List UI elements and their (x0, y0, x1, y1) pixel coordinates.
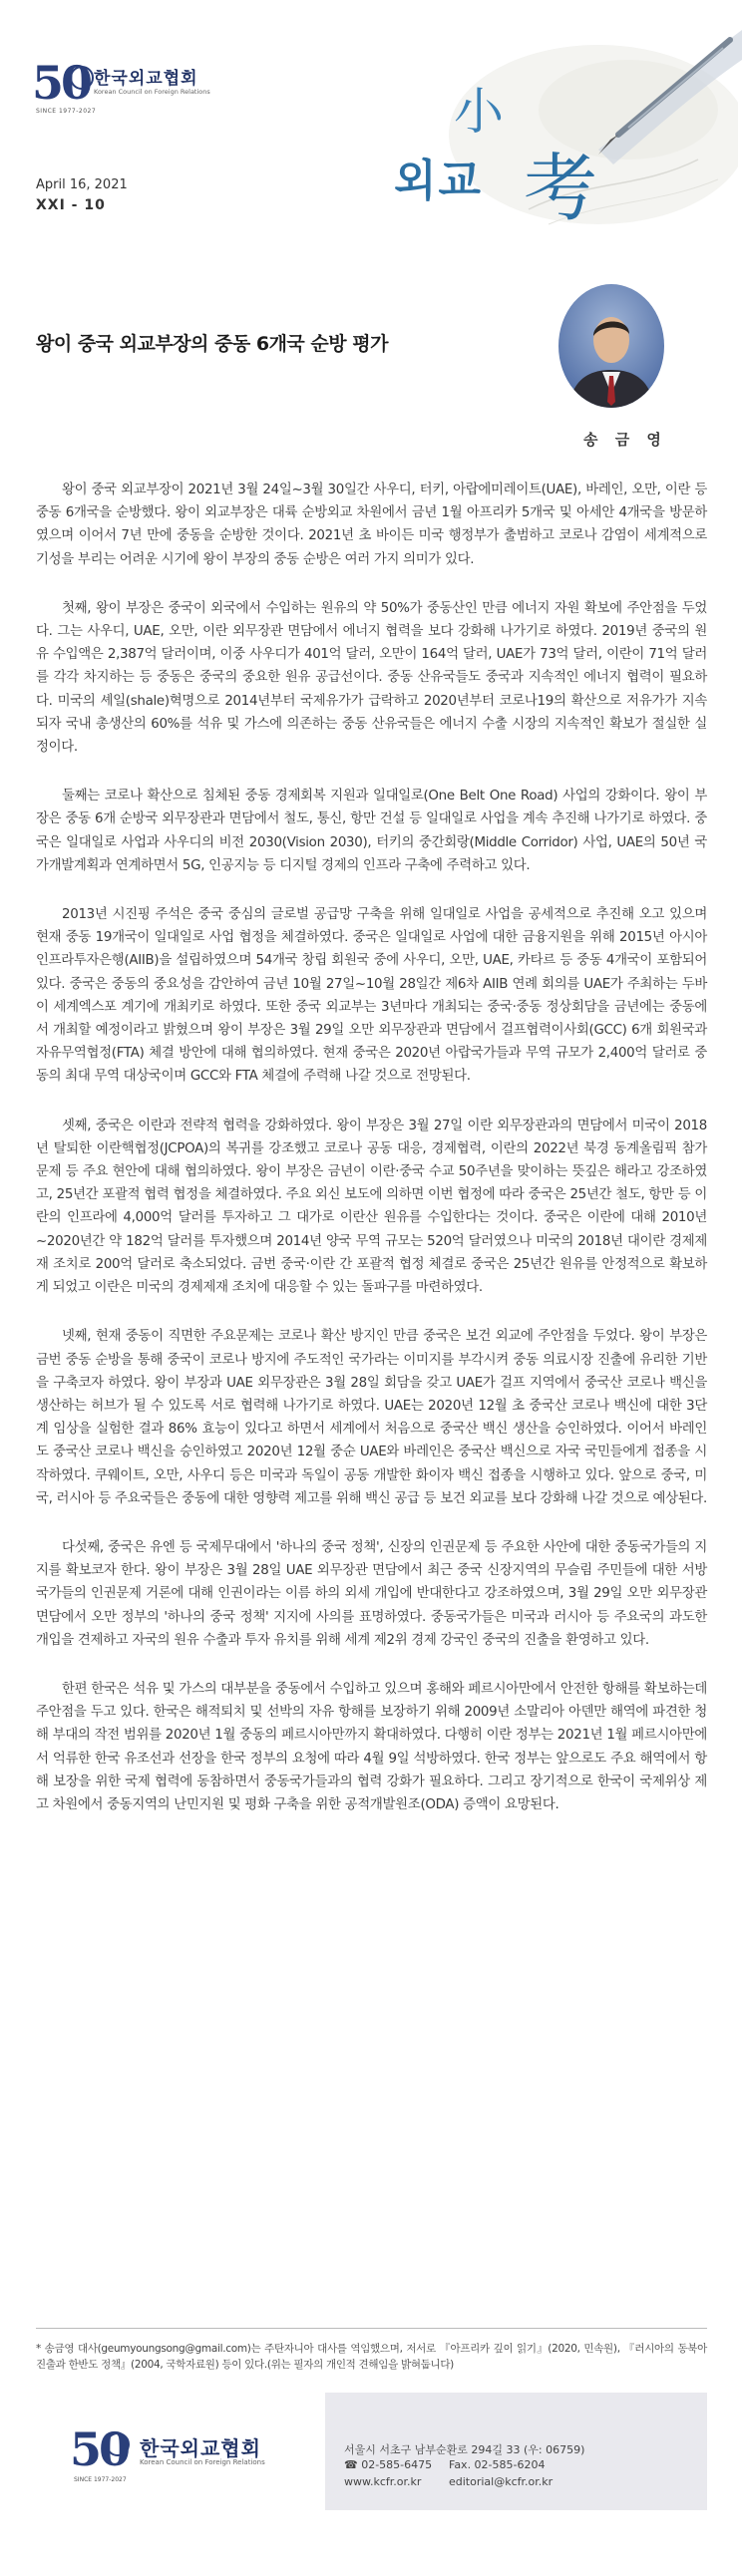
paragraph-1: 왕이 중국 외교부장이 2021년 3월 24일~3월 30일간 사우디, 터키, 아랍에미레이트(UAE), 바레인, 오만, 이란 등 중동 6개국을 순방했다. 왕이 외교부장은 대륙 순방외교 차원에서 금년 1월 아프리카 5개국 및 아세안 4개국을 방문하였으며 이어서 7년 만에 중동을 순방한 것이다. 2021년 초 바이든 미국 행정부가 출범하고 코로나 감염이 세계적으로 기성을 부리는 어려운 시기에 왕이 부장의 중동 순방은 여러 가지 의미가 있다. (36, 483, 707, 567)
footer-fax: Fax. 02-585-6204 (449, 2458, 546, 2471)
globe-icon (70, 66, 94, 90)
footer-logo-since: SINCE 1977-2027 (74, 2476, 127, 2483)
logo-number: 50 (32, 56, 91, 110)
issue-date: April 16, 2021 (36, 177, 128, 192)
footer-logo-name-english: Korean Council on Foreign Relations (140, 2458, 265, 2466)
footer-email-link[interactable]: editorial@kcfr.or.kr (449, 2475, 554, 2488)
footer-phone: ☎ 02-585-6475 (344, 2458, 433, 2471)
paragraph-5: 셋째, 중국은 이란과 전략적 협력을 강화하였다. 왕이 부장은 3월 27일 이란 외무장관과의 면담에서 미국이 2018년 탈퇴한 이란핵협정(JCPOA)의 복귀를 강조했고 코로나 공동 대응, 경제협력, 이란의 2022년 북경 동계올림픽 참가 문제 등 주요 현안에 대해 협의하였다. 왕이 부장은 금년이 이란·중국 수교 50주년을 맞이하는 뜻깊은 해라고 강조하였고, 25년간 포괄적 협력 협정을 체결하였다. 주요 외신 보도에 의하면 이번 협정에 따라 중국은 25년간 철도, 항만 등 이란의 인프라에 4,000억 달러를 투자하고 그 대가로 이란산 원유를 수입한다는 것이다. 중국은 이란에 대해 2010년~2020년간 약 182억 달러를 투자했으며 2014년 양국 무역 규모는 520억 달러였으나 미국의 2018년 대이란 경제제재 조치로 200억 달러로 축소되었다. 금번 중국·이란 간 포괄적 협정 체결로 중국은 25년간 원유를 안정적으로 확보하게 되었고 이란은 미국의 경제제재 조치에 대응할 수 있는 돌파구를 마련하였다. (36, 1118, 707, 1296)
logo-name: 한국외교협회 (94, 69, 198, 89)
title-oegyo: 외교 (394, 156, 484, 206)
paragraph-6: 넷째, 현재 중동이 직면한 주요문제는 코로나 확산 방지인 만큼 중국은 보건 외교에 주안점을 두었다. 왕이 부장은 금번 중동 순방을 통해 중국이 코로나 방지에 주도적인 국가라는 이미지를 부각시켜 중동 의료시장 진출에 유리한 기반을 구축코자 하였다. 왕이 부장과 UAE 외무장관은 3월 28일 회담을 갖고 UAE가 걸프 지역에서 중국산 코로나 백신을 생산하는 허브가 될 수 있도록 서로 협력해 나가기로 하였다. UAE는 2020년 12월 초 중국산 코로나 백신에 대한 3단계 임상을 실험한 결과 86% 효능이 있다고 하면서 세계에서 처음으로 중국산 백신 생산을 승인하였다. 이어서 바레인도 중국산 코로나 백신을 승인하였고 2020년 12월 중순 UAE와 바레인은 중국산 백신으로 자국 국민들에게 접종을 시작하였다. 쿠웨이트, 오만, 사우디 등은 미국과 독일이 공동 개발한 화이자 백신 접종을 시행하고 있다. 앞으로 중국, 미국, 러시아 등 주요국들은 중동에 대한 영향력 제고를 위해 백신 공급 등 보건 외교를 보다 강화해 나갈 것으로 예상된다. (36, 1329, 707, 1506)
author-footnote: * 송금영 대사(geumyoungsong@gmail.com)는 주탄자니아 대사를 역임했으며, 저서로 『아프리카 깊이 읽기』(2020, 민속원), 『러시아의 동북아 진출과 한반도 정책』(2004, 국학자료원) 등이 있다.(위는 필자의 개인적 견해임을 밝혀둡니다) (36, 2343, 707, 2371)
footer-logo-name: 한국외교협회 (140, 2436, 261, 2460)
author-portrait (558, 284, 664, 408)
title-character-go: 考 (524, 146, 597, 231)
footer-address: 서울시 서초구 남부순환로 294길 33 (우: 06759) (344, 2443, 585, 2456)
footer-logo-number: 50 (70, 2422, 129, 2476)
fountain-pen-illustration (469, 0, 742, 239)
author-name: 송 금 영 (583, 431, 667, 449)
paragraph-2: 첫째, 왕이 부장은 중국이 외국에서 수입하는 원유의 약 50%가 중동산인 만큼 에너지 자원 확보에 주안점을 두었다. 그는 사우디, UAE, 오만, 이란 외무장관 면담에서 에너지 협력을 보다 강화해 나가기로 하였다. 2019년 중국의 원유 수입액은 2,387억 달러이며, 이중 사우디가 401억 달러, 오만이 164억 달러, UAE가 73억 달러, 이란이 71억 달러를 각각 차지하는 등 중동은 중국의 중요한 원유 공급선이다. 중동 산유국들도 중국과 지속적인 에너지 협력이 필요하다. 미국의 셰일(shale)혁명으로 2014년부터 국제유가가 급락하고 2020년부터 코로나19의 확산으로 저유가가 지속되자 국내 총생산의 60%를 석유 및 가스에 의존하는 중동 산유국들은 에너지 수출 시장의 지속적인 확보가 절실한 실정이다. (36, 600, 707, 756)
logo-since: SINCE 1977-2027 (36, 108, 97, 115)
article-body (36, 479, 707, 1842)
paragraph-3: 둘째는 코로나 확산으로 침체된 중동 경제회복 지원과 일대일로(One Belt One Road) 사업의 강화이다. 왕이 부장은 중동 6개 순방국 외무장관과 면담에서 철도, 통신, 항만 건설 등 일대일로 사업을 계속 추진해 나가기로 하였다. 중국은 일대일로 사업과 사우디의 비전 2030(Vision 2030), 터키의 중간회랑(Middle Corridor) 사업, UAE의 50년 국가개발계획과 연계하면서 5G, 인공지능 등 디지털 경제의 인프라 구축에 주력하고 있다. (36, 789, 707, 873)
footer-globe-icon (106, 2432, 130, 2456)
footnote-divider (36, 2328, 707, 2329)
article-title: 왕이 중국 외교부장의 중동 6개국 순방 평가 (36, 333, 388, 355)
logo-name-english: Korean Council on Foreign Relations (94, 88, 210, 96)
paragraph-7: 다섯째, 중국은 유엔 등 국제무대에서 '하나의 중국 정책', 신장의 인권문제 등 주요한 사안에 대한 중동국가들의 지지를 확보코자 한다. 왕이 부장은 3월 28일 UAE 외무장관 면담에서 최근 중국 신장지역의 무슬림 주민들에 대한 서방국가들의 인권문제 거론에 대해 인권이라는 이름 하의 외세 개입에 반대한다고 강조하였으며, 3월 29일 오만 외무장관 면담에서 오만 정부의 '하나의 중국 정책' 지지에 사의를 표명하였다. 중동국가들은 미국과 러시아 등 주요국의 과도한 개입을 견제하고 자국의 원유 수출과 투자 유치를 위해 세계 제2위 경제 강국인 중국의 진출을 환영하고 있다. (36, 1539, 707, 1648)
footer-website-link[interactable]: www.kcfr.or.kr (344, 2475, 422, 2488)
issue-number: XXI - 10 (36, 197, 106, 213)
paragraph-4: 2013년 시진핑 주석은 중국 중심의 글로벌 공급망 구축을 위해 일대일로 사업을 공세적으로 추진해 오고 있으며 현재 중동 19개국이 일대일로 사업 협정을 체결하였다. 중국은 일대일로 사업에 대한 금융지원을 위해 2015년 아시아인프라투자은행(AIIB)을 설립하였으며 54개국 창립 회원국 중에 사우디, 오만, UAE, 카타르 등 중동 4개국이 포함되어 있다. 중국은 중동의 중요성을 감안하여 금년 10월 27일~10월 28일간 제6차 AIIB 연례 회의를 UAE가 주최하는 두바이 세계엑스포 계기에 개최키로 하였다. 또한 중국 외교부는 3년마다 개최되는 중국·중동 정상회담을 금년에는 중동에서 개최할 예정이라고 밝혔으며 왕이 부장은 3월 29일 오만 외무장관과 면담에서 걸프협력이사회(GCC) 6개 회원국과 자유무역협정(FTA) 체결 방안에 대해 협의하였다. 현재 중국은 2020년 아랍국가들과 무역 규모가 2,400억 달러로 중동의 최대 무역 대상국이며 GCC와 FTA 체결에 주력해 나갈 것으로 전망된다. (36, 907, 707, 1085)
title-character-so: 小 (454, 83, 504, 141)
paragraph-8: 한편 한국은 석유 및 가스의 대부분을 중동에서 수입하고 있으며 홍해와 페르시아만에서 안전한 항해를 확보하는데 주안점을 두고 있다. 한국은 해적퇴치 및 선박의 자유 항해를 보장하기 위해 2009년 소말리아 아덴만 해역에 파견한 청해 부대의 작전 범위를 2020년 1월 중동의 페르시아만까지 확대하였다. 다행히 이란 정부는 2021년 1월 페르시아만에서 억류한 한국 유조선과 선장을 한국 정부의 요청에 따라 4월 9일 석방하였다. 한국 정부는 앞으로도 주요 해역에서 항해 보장을 위한 국제 협력에 동참하면서 중동국가들과의 협력 강화가 필요하다. 그리고 장기적으로 한국이 국제위상 제고 차원에서 중동지역의 난민지원 및 평화 구축을 위한 공적개발원조(ODA) 증액이 요망된다. (36, 1681, 707, 1812)
